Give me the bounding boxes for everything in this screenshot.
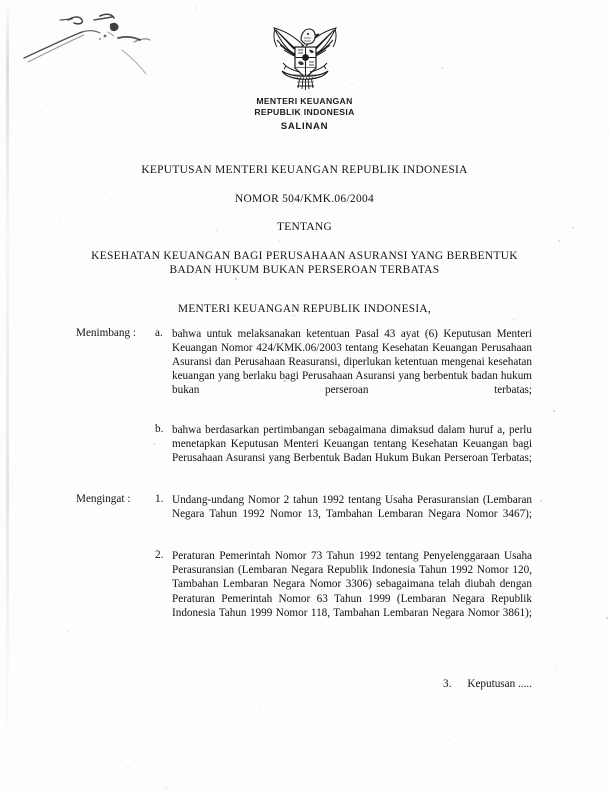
clause-row	[0, 423, 609, 479]
clause-row	[0, 549, 609, 634]
ministry-header	[0, 96, 609, 133]
clause-marker: 1.	[155, 492, 164, 505]
clause-list	[0, 327, 609, 634]
ministry-line-2: REPUBLIK INDONESIA	[254, 107, 355, 118]
clause-text: bahwa berdasarkan pertimbangan sebagaimana dimaksud dalam huruf a, perlu menetapkan Keputusan Menteri Keuangan tentang Kesehatan Keuangan bagi Perusahaan Asuransi yang Berbentuk Badan Hukum Bukan Perseroan Terbatas;	[172, 423, 532, 464]
clause-row	[0, 327, 609, 412]
continuation-text: Keputusan .....	[467, 678, 532, 690]
title-block	[0, 164, 609, 277]
emblem-container	[0, 16, 609, 101]
decree-heading: KEPUTUSAN MENTERI KEUANGAN REPUBLIK INDONESIA	[141, 164, 468, 176]
garuda-pancasila-emblem	[264, 16, 346, 96]
decree-subject-line-1: KESEHATAN KEUANGAN BAGI PERUSAHAAN ASURANSI YANG BERBENTUK	[91, 250, 518, 262]
salinan-label: SALINAN	[280, 121, 329, 133]
addressee-line: MENTERI KEUANGAN REPUBLIK INDONESIA,	[177, 303, 432, 315]
continuation-number: 3.	[442, 678, 452, 690]
decree-number: NOMOR 504/KMK.06/2004	[235, 193, 374, 205]
clause-marker: b.	[155, 422, 164, 435]
clause-text: Peraturan Pemerintah Nomor 73 Tahun 1992 tentang Penyelenggaraan Usaha Perasuransian (Lembaran Negara Republik Indonesia Tahun 1992 Nomor 120, Tambahan Lembaran Negara Nomor 3306) sebagaimana telah diubah dengan Peraturan Pemerintah Nomor 63 Tahun 1999 (Lembaran Negara Republik Indonesia Tahun 1999 Nomor 118, Tambahan Lembaran Negara Nomor 3861);	[172, 550, 532, 619]
tentang-label: TENTANG	[276, 221, 333, 233]
continuation-marker	[0, 678, 609, 690]
clause-text: Undang-undang Nomor 2 tahun 1992 tentang Usaha Perasuransian (Lembaran Negara Tahun 1992 Nomor 13, Tambahan Lembaran Negara Nomor 3467);	[172, 493, 532, 521]
clause-marker: a.	[155, 327, 163, 339]
clause-text: bahwa untuk melaksanakan ketentuan Pasal 43 ayat (6) Keputusan Menteri Keuangan Nomor 424/KMK.06/2003 tentang Kesehatan Keuangan Perusahaan Asuransi dan Perusahaan Reasuransi, diperlukan ketentuan mengenai kesehatan keuangan yang berlaku bagi Perusahaan Asuransi yang berbentuk badan hukum bukan perseroan terbatas;	[172, 328, 532, 397]
clause-label: Mengingat :	[76, 492, 131, 505]
clause-marker: 2.	[155, 549, 164, 562]
clause-row	[0, 493, 609, 535]
ministry-line-1: MENTERI KEUANGAN	[256, 96, 353, 106]
decree-subject-line-2: BADAN HUKUM BUKAN PERSEROAN TERBATAS	[169, 263, 440, 276]
clause-label: Menimbang :	[76, 327, 136, 339]
